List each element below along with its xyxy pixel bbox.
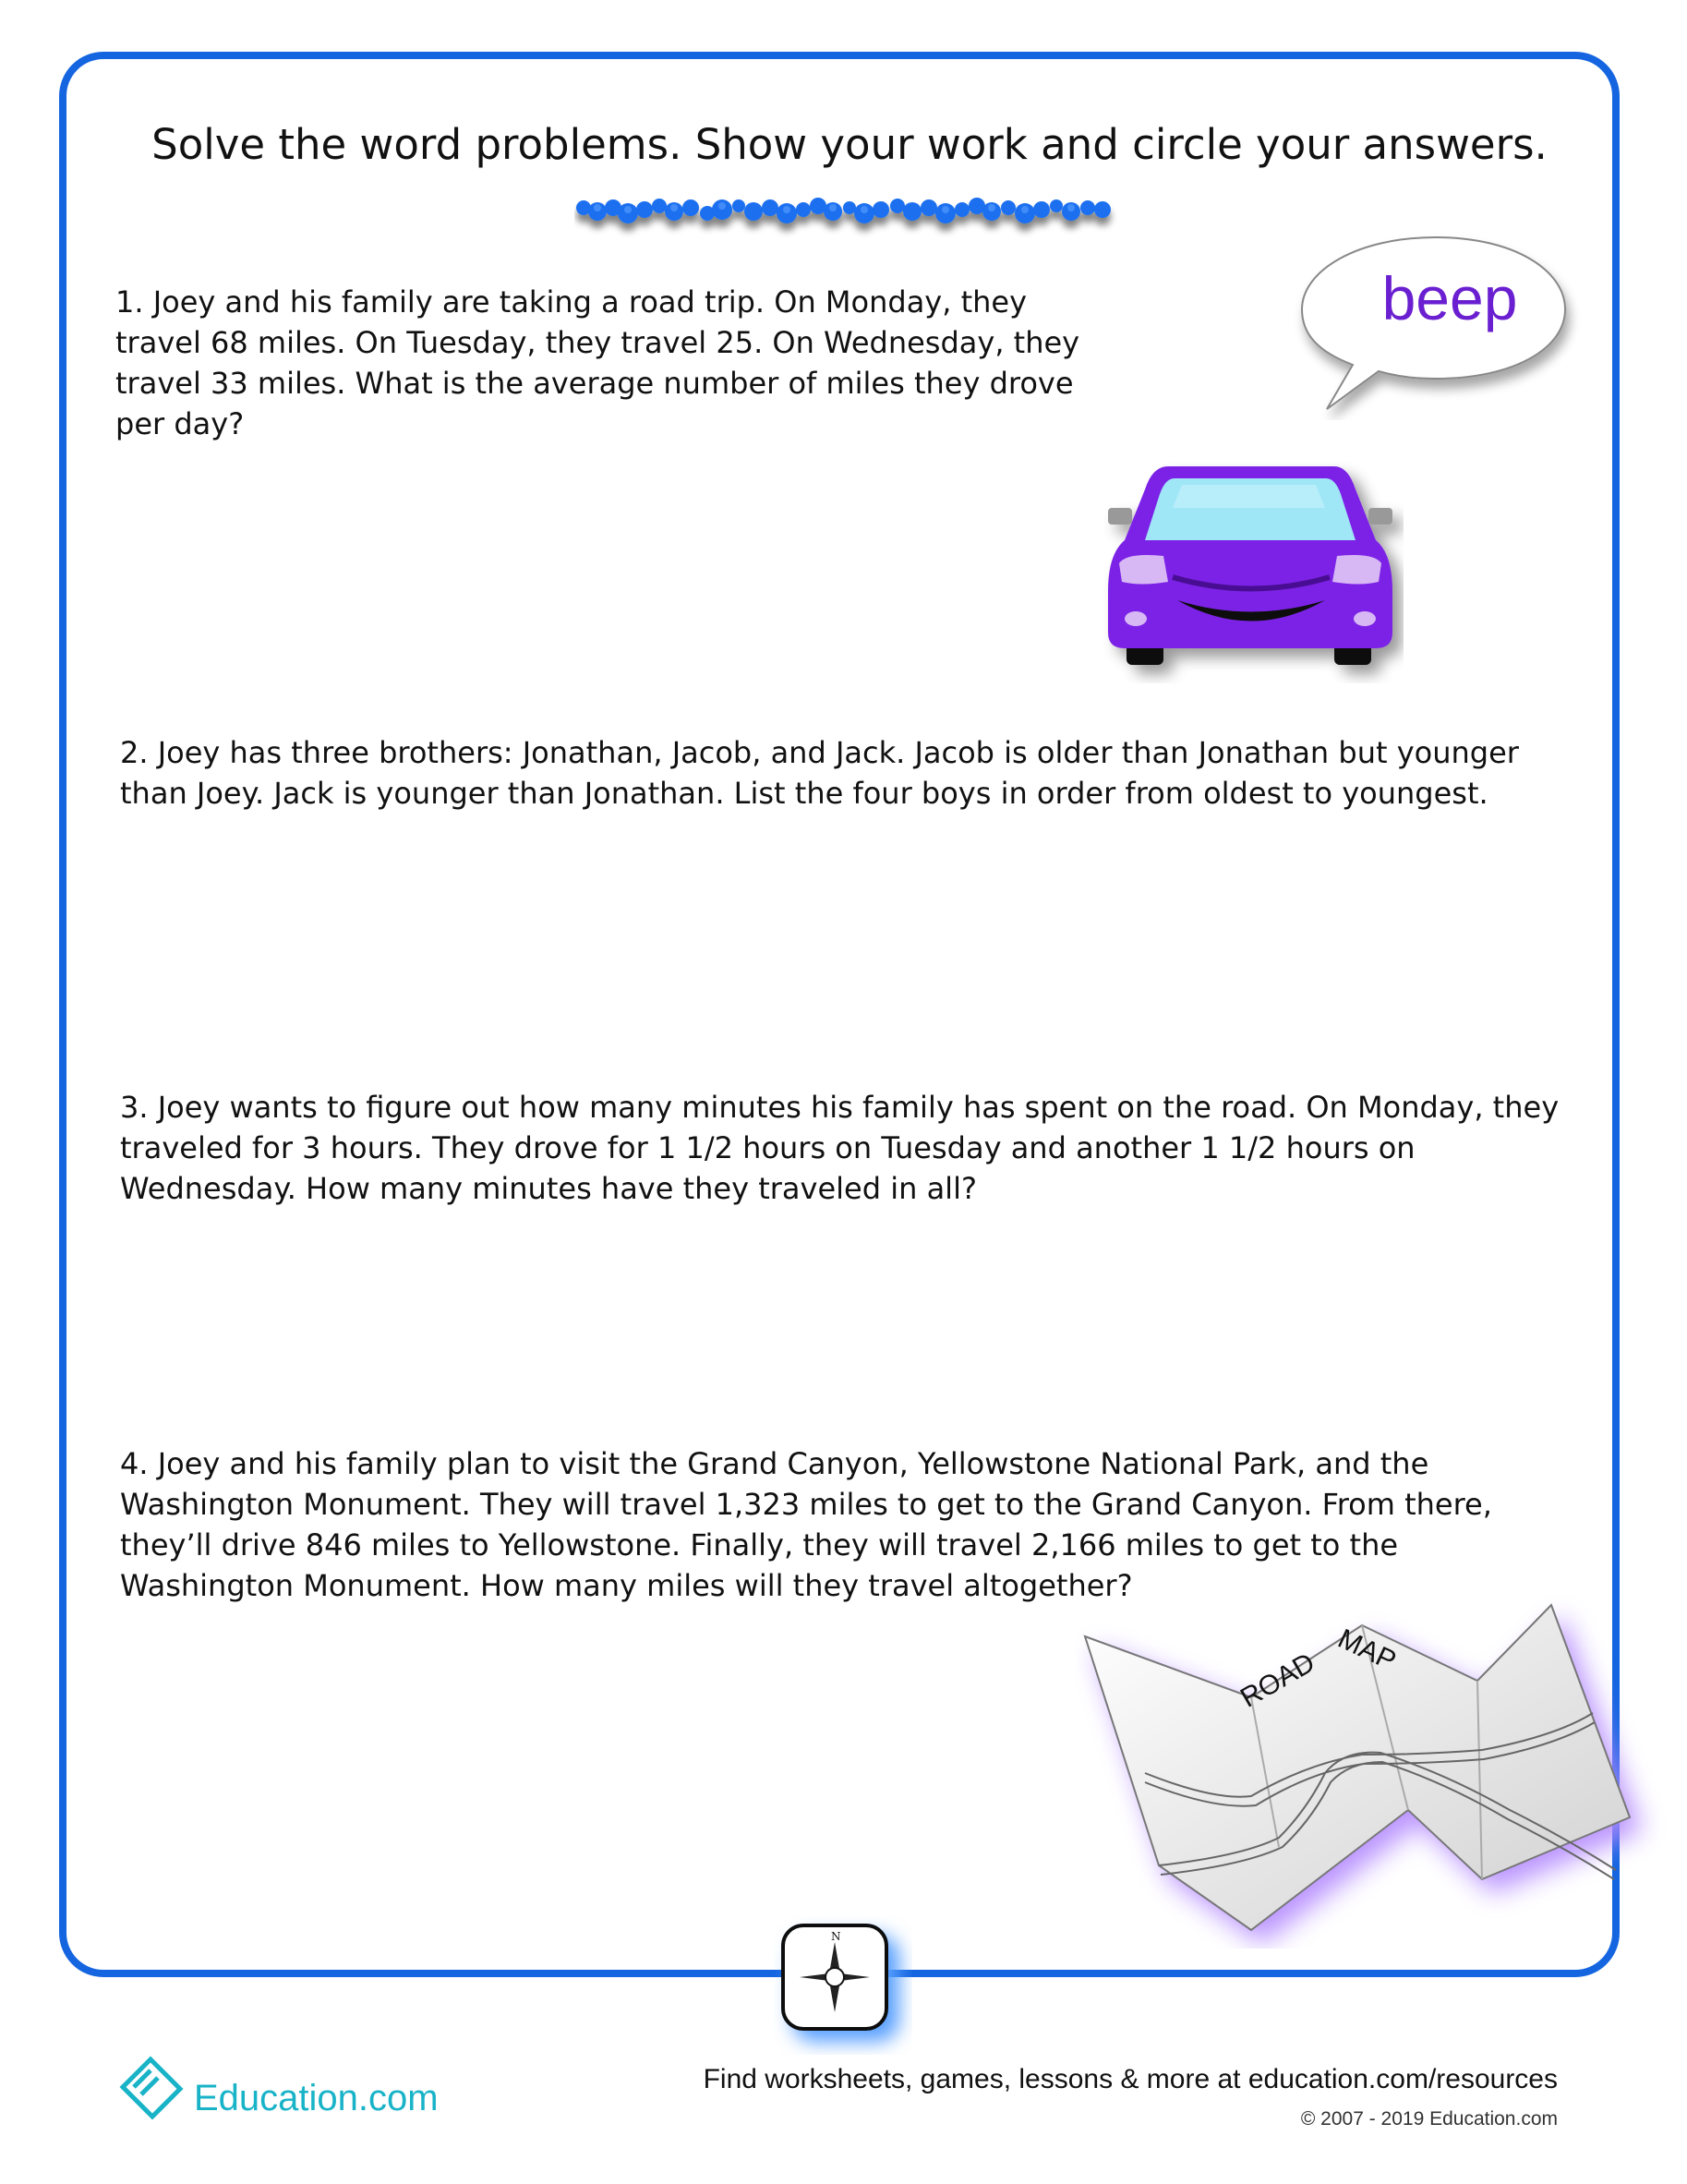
problem-2: 2. Joey has three brothers: Jonathan, Jacob, and Jack. Jacob is older than Jonathan but younger than Joey. Jack is younger than Jonathan. List the four boys in order from oldest to youngest. — [120, 735, 1519, 811]
footer-tagline: Find worksheets, games, lessons & more at education.com/resources — [703, 2064, 1558, 2094]
education-logo-icon — [115, 2048, 189, 2122]
map-map-label: MAP — [1332, 1623, 1401, 1677]
map-road-label: ROAD — [1235, 1647, 1320, 1714]
problem-1: 1. Joey and his family are taking a road trip. On Monday, they travel 68 miles. On Tuesday, they travel 25. On Wednesday, they travel 33 miles. What is the average number of miles they drove per day? — [115, 284, 1080, 441]
copyright-text: © 2007 - 2019 Education.com — [1300, 2108, 1558, 2130]
bubble-divider — [574, 189, 1119, 245]
road-map-icon — [1076, 1588, 1667, 1949]
problem-4: 4. Joey and his family plan to visit the Grand Canyon, Yellowstone National Park, and the Washington Monument. They will travel 1,323 miles to get to the Grand Canyon. From there, they’ll drive 846 miles to Yellowstone. Finally, they will travel 2,166 miles to get to the Washington Monument. How many miles will they travel altogether? — [120, 1446, 1492, 1603]
brand-name: Education.com — [194, 2078, 439, 2118]
compass-north-label: N — [831, 1930, 841, 1943]
worksheet-title: Solve the word problems. Show your work and circle your answers. — [151, 120, 1548, 169]
beep-text: beep — [1381, 264, 1518, 332]
compass-icon — [774, 1916, 912, 2055]
purple-car-icon — [1099, 452, 1404, 683]
problem-3: 3. Joey wants to figure out how many minutes his family has spent on the road. On Monday, they traveled for 3 hours. They drove for 1 1/2 hours on Tuesday and another 1 1/2 hours on Wednesday. How many minutes have they traveled in all? — [120, 1090, 1560, 1206]
